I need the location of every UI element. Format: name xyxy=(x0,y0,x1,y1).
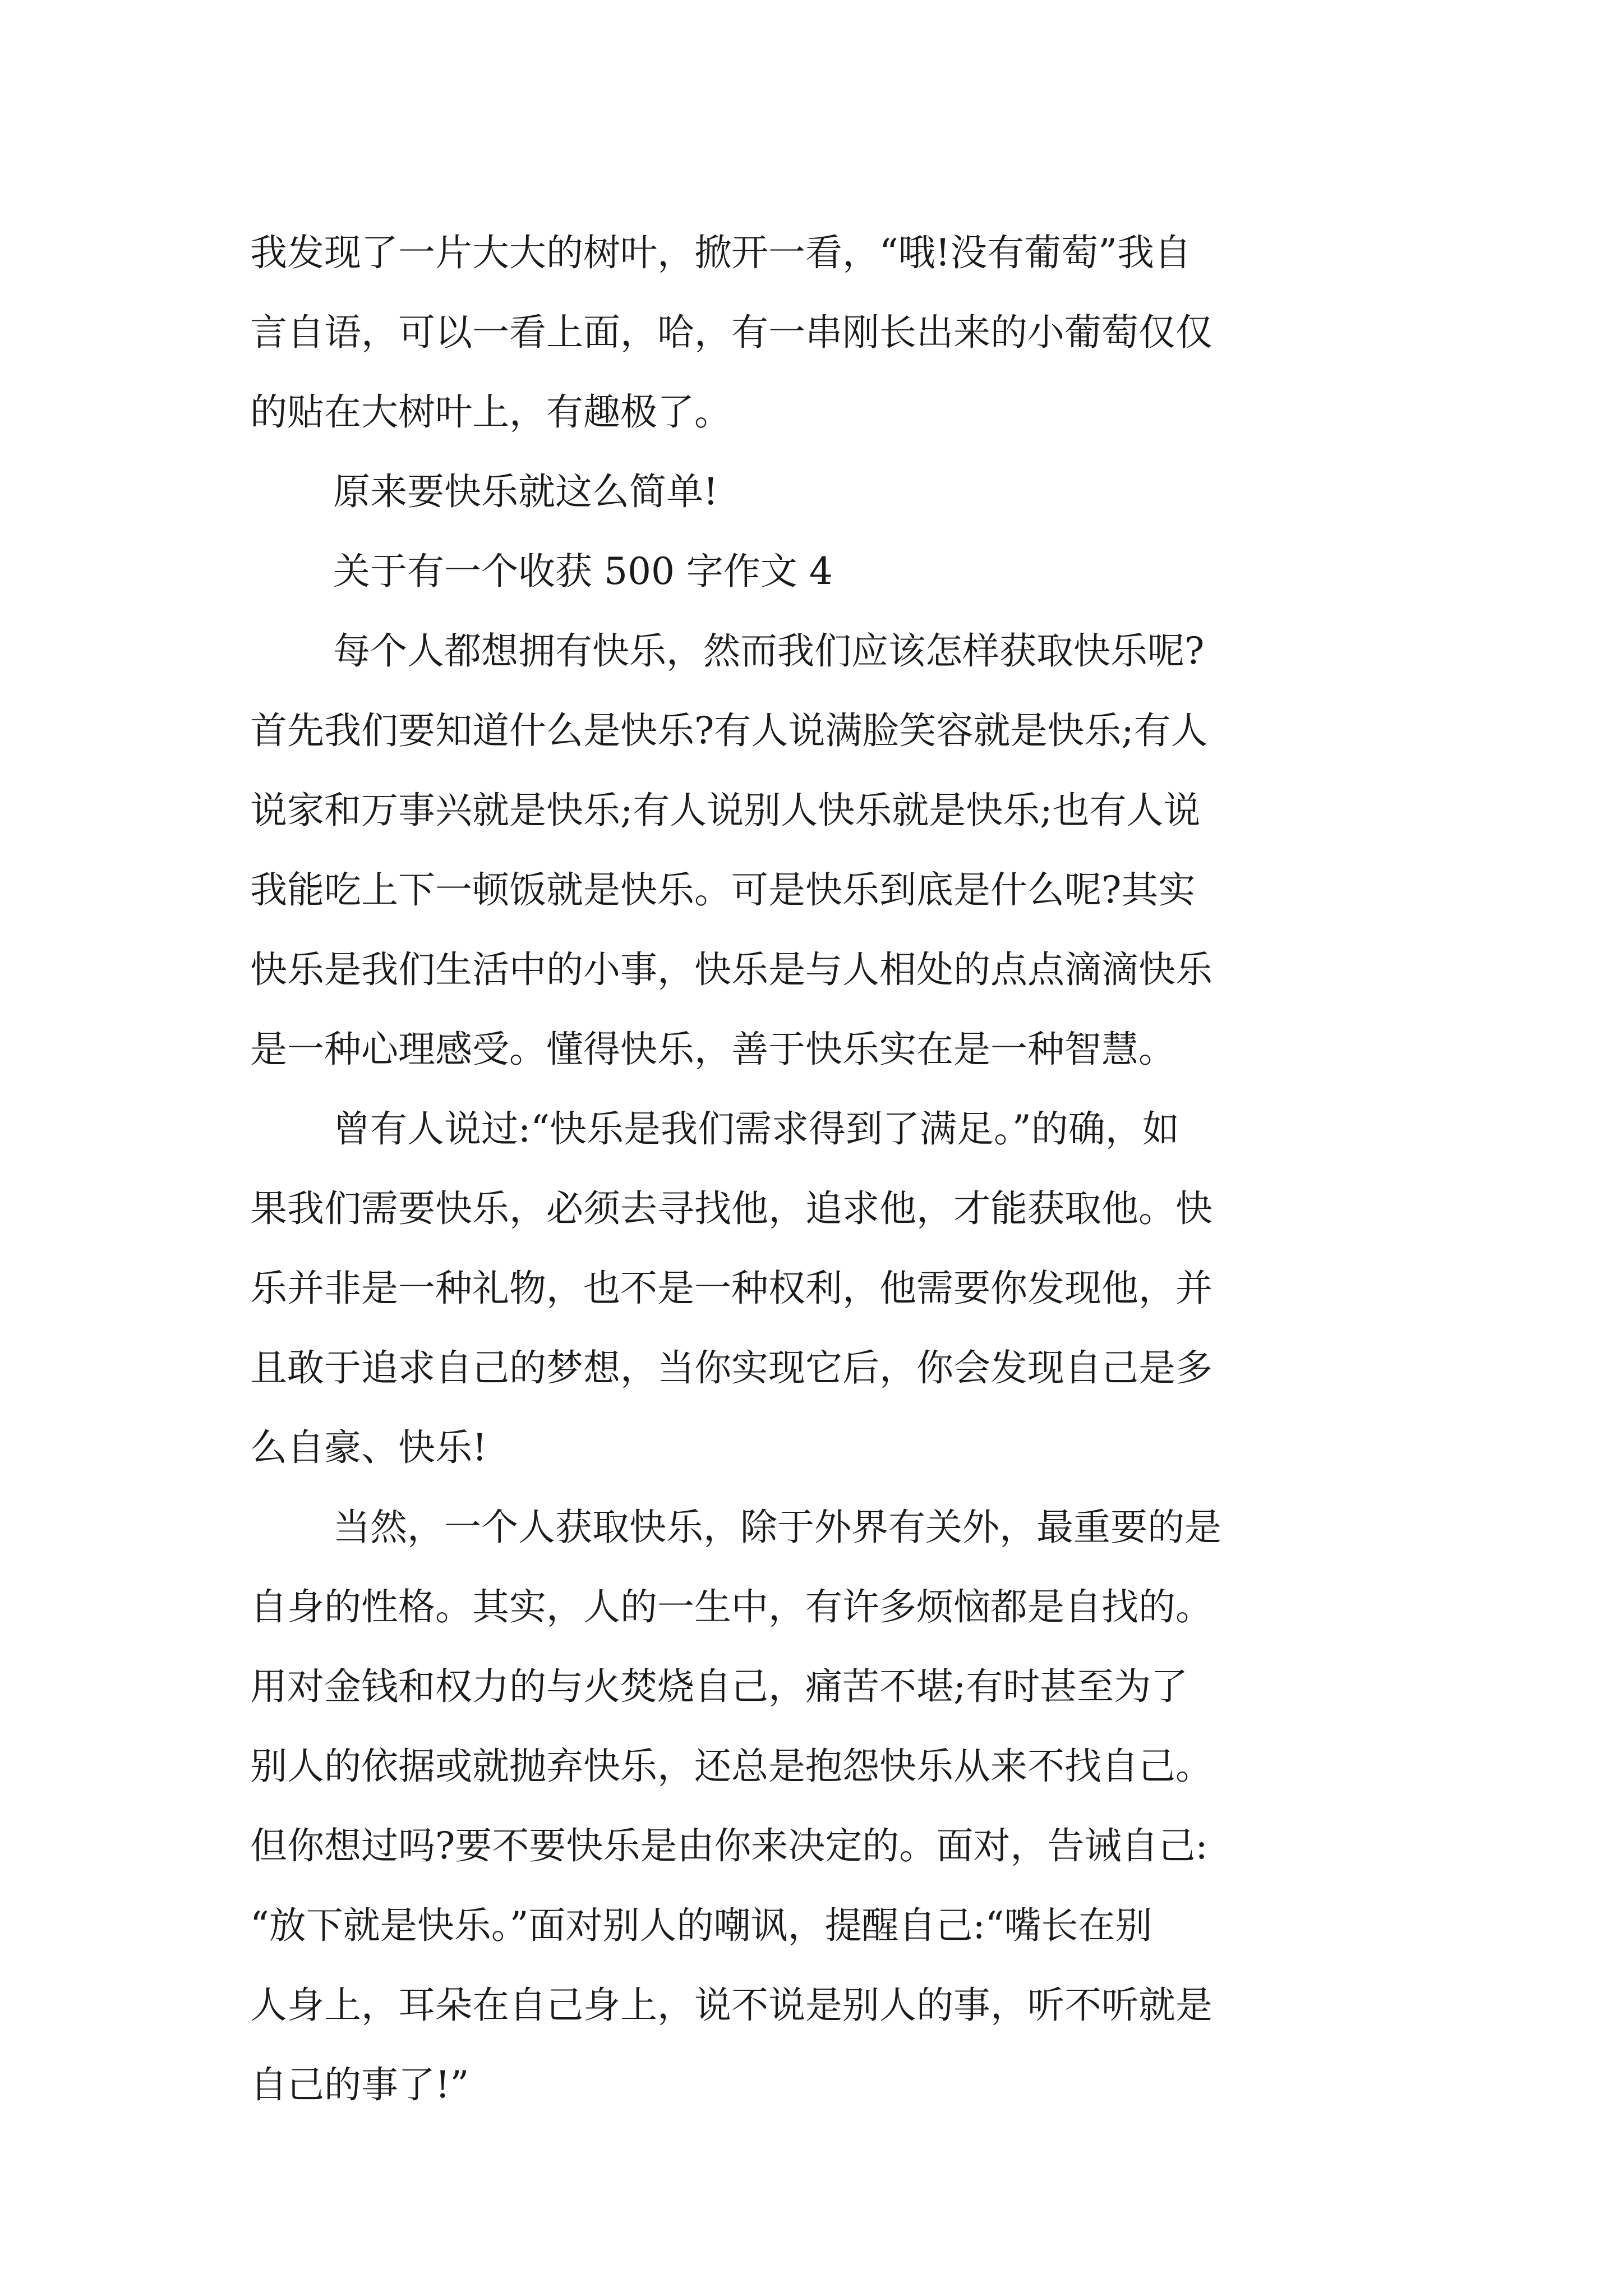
paragraph-first-line: 原来要快乐就这么简单! xyxy=(333,470,718,513)
text-line: 乐并非是一种礼物，也不是一种权利，他需要你发现他，并 xyxy=(250,1267,1212,1310)
text-line: 么自豪、快乐! xyxy=(250,1426,487,1469)
text-line: 用对金钱和权力的与火焚烧自己，痛苦不堪;有时甚至为了 xyxy=(250,1665,1188,1708)
text-line: 首先我们要知道什么是快乐?有人说满脸笑容就是快乐;有人 xyxy=(250,709,1208,752)
text-line: 别人的依据或就抛弃快乐，还总是抱怨快乐从来不找自己。 xyxy=(250,1745,1212,1788)
paragraph-first-line: 曾有人说过:“快乐是我们需求得到了满足。”的确，如 xyxy=(333,1107,1179,1151)
text-line: “放下就是快乐。”面对别人的嘲讽，提醒自己:“嘴长在别 xyxy=(250,1904,1152,1947)
text-line: 是一种心理感受。懂得快乐，善于快乐实在是一种智慧。 xyxy=(250,1028,1175,1071)
paragraph-first-line: 每个人都想拥有快乐，然而我们应该怎样获取快乐呢? xyxy=(333,629,1205,673)
text-line: 快乐是我们生活中的小事，快乐是与人相处的点点滴滴快乐 xyxy=(250,948,1212,991)
text-line: 说家和万事兴就是快乐;有人说别人快乐就是快乐;也有人说 xyxy=(250,789,1201,832)
text-line: 我能吃上下一顿饭就是快乐。可是快乐到底是什么呢?其实 xyxy=(250,868,1196,912)
text-line: 且敢于追求自己的梦想，当你实现它后，你会发现自己是多 xyxy=(250,1346,1212,1389)
paragraph-first-line: 关于有一个收获 500 字作文 4 xyxy=(333,550,833,593)
text-line: 的贴在大树叶上，有趣极了。 xyxy=(250,390,731,434)
text-line: 言自语，可以一看上面，哈，有一串刚长出来的小葡萄仅仅 xyxy=(250,311,1212,354)
essay-text xyxy=(250,213,1417,2125)
text-line: 我发现了一片大大的树叶，掀开一看，“哦!没有葡萄”我自 xyxy=(250,231,1192,274)
text-line: 自己的事了!” xyxy=(250,2063,469,2106)
text-line: 但你想过吗?要不要快乐是由你来决定的。面对，告诫自己: xyxy=(250,1824,1208,1867)
text-line: 果我们需要快乐，必须去寻找他，追求他，才能获取他。快 xyxy=(250,1187,1212,1230)
text-line: 自身的性格。其实，人的一生中，有许多烦恼都是自找的。 xyxy=(250,1585,1212,1628)
paragraph-first-line: 当然，一个人获取快乐，除于外界有关外，最重要的是 xyxy=(333,1506,1221,1549)
text-line: 人身上，耳朵在自己身上，说不说是别人的事，听不听就是 xyxy=(250,1984,1212,2027)
